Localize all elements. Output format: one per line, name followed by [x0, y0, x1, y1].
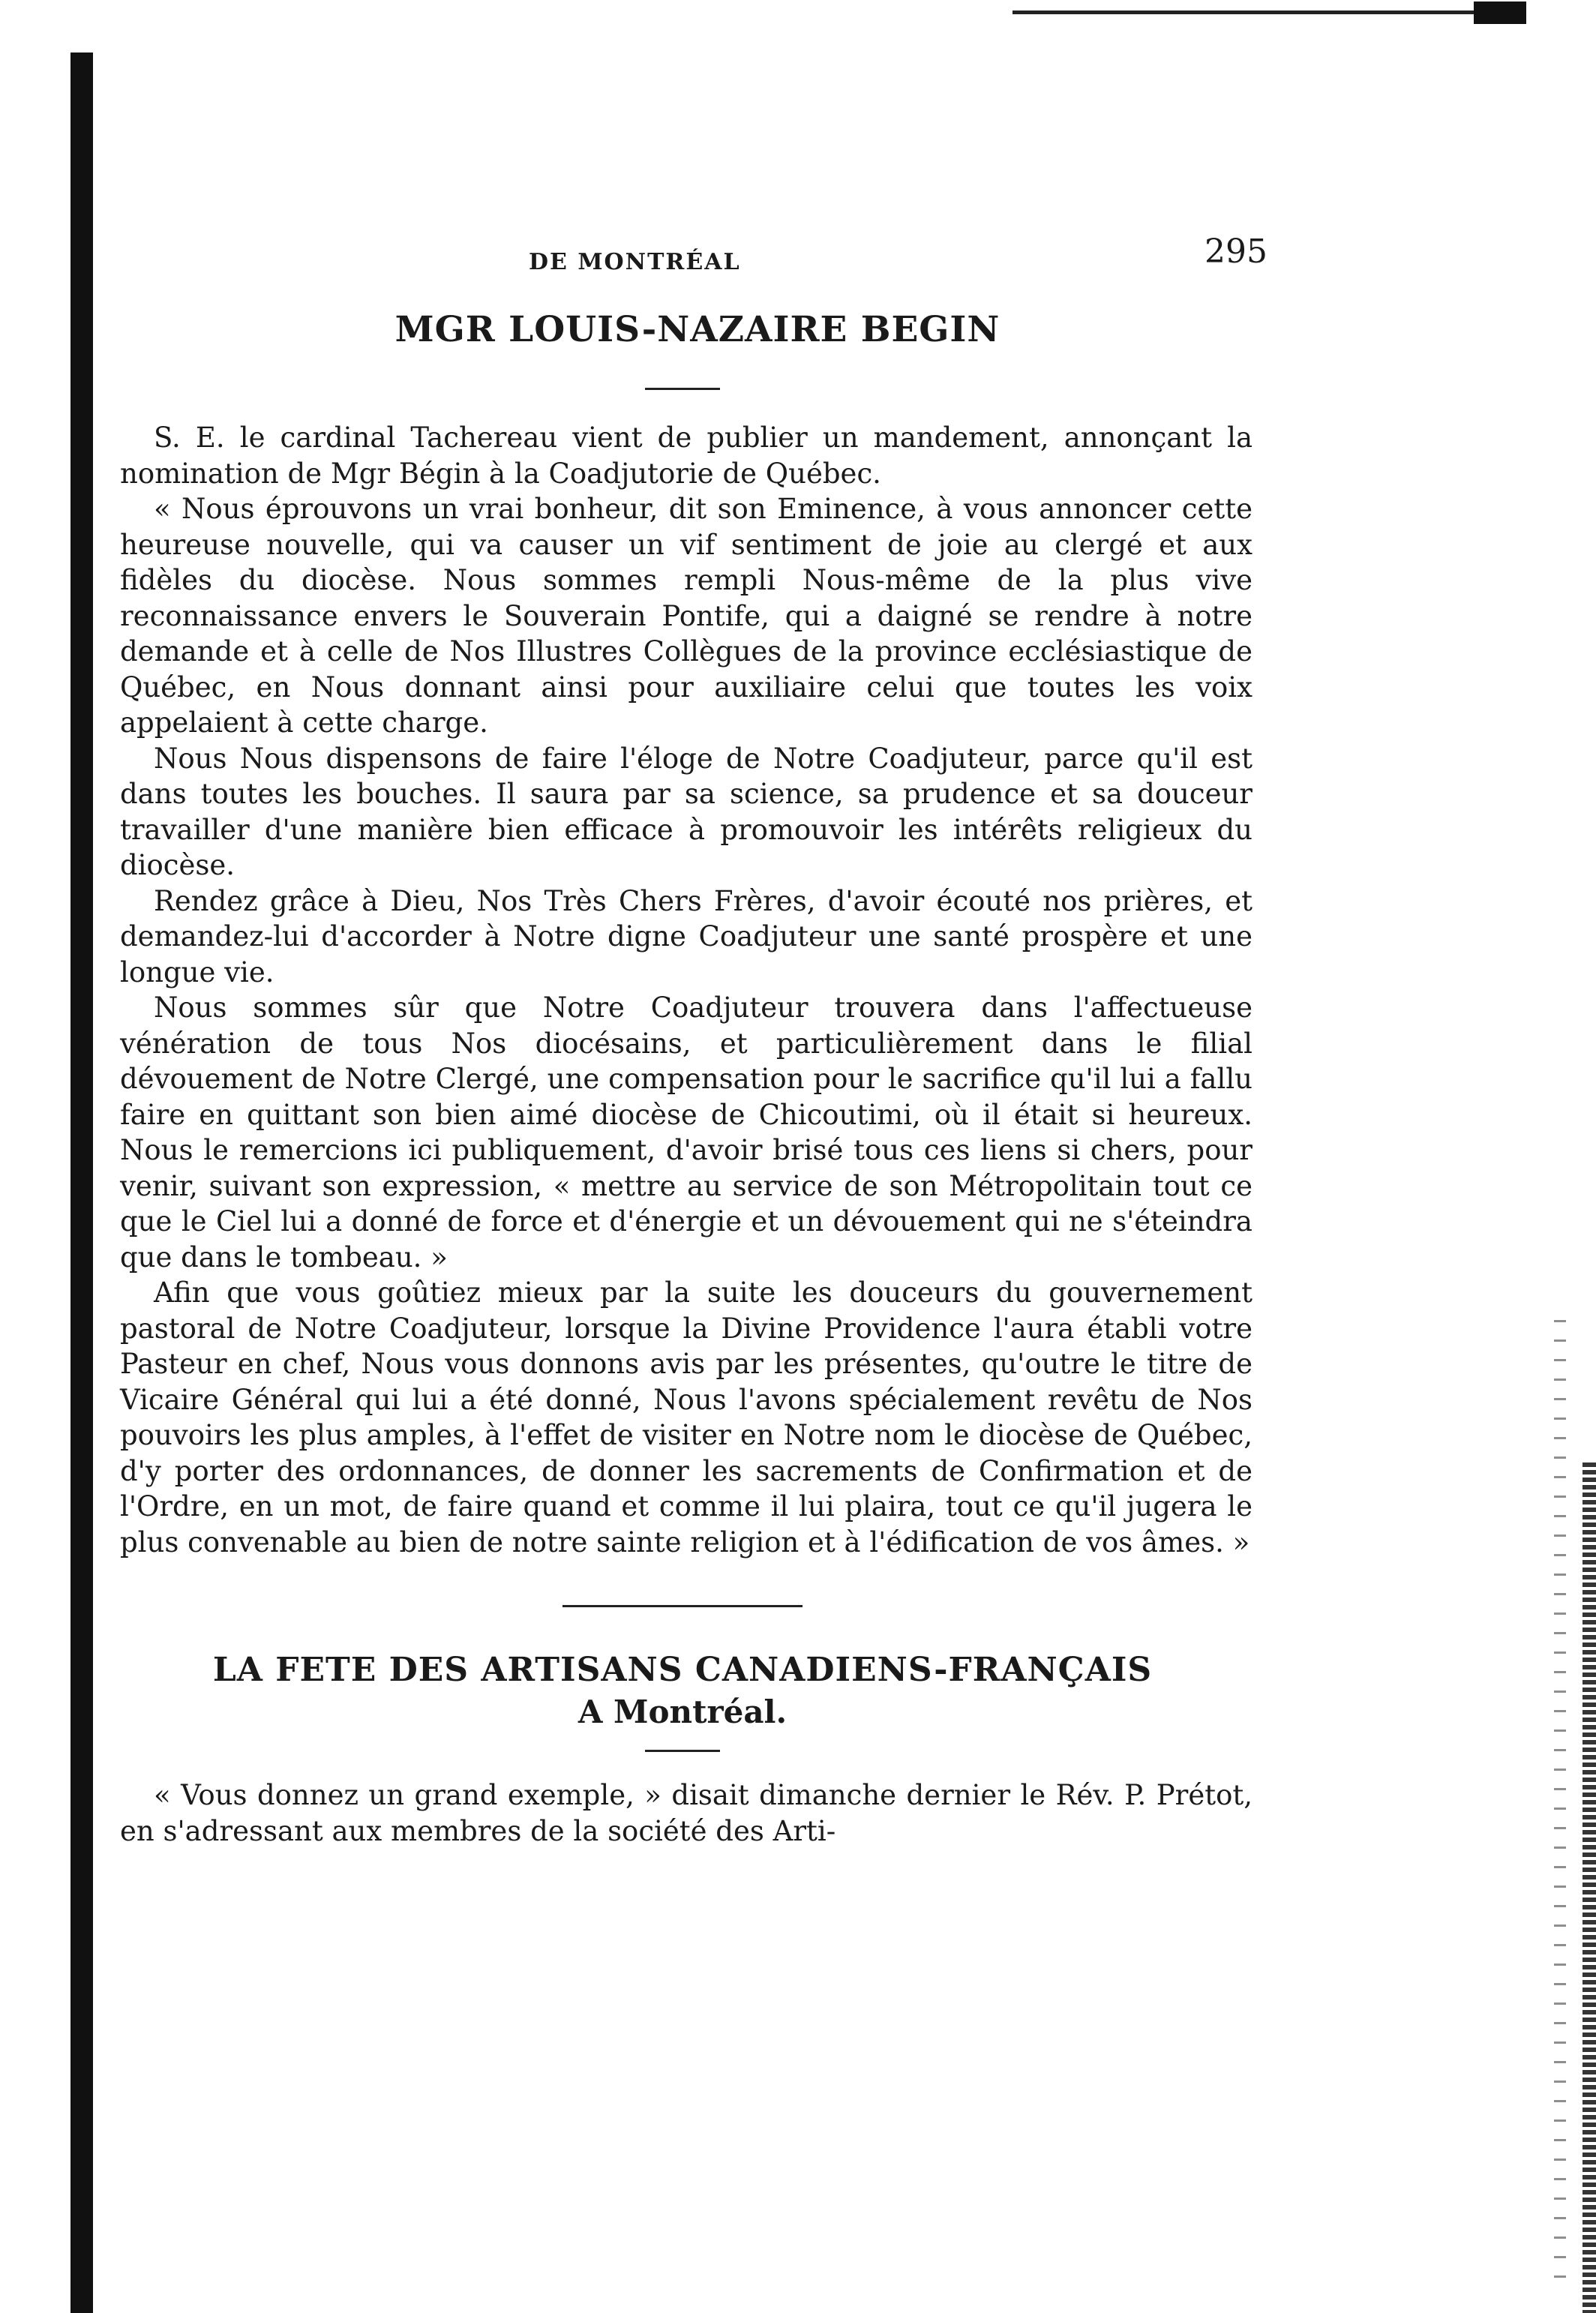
article-fete-artisans	[112, 1651, 1252, 1849]
scan-right-edge	[1582, 1462, 1596, 2313]
paragraph: « Nous éprouvons un vrai bonheur, dit son Eminence, à vous annoncer cette heureuse nouvelle, qui va causer un vif sentiment de joie au clergé et aux fidèles du diocèse. Nous sommes rempli Nous-même de la plus vive reconnaissance envers le Souverain Pontife, qui a daigné se rendre à notre demande et à celle de Nos Illustres Collègues de la province ecclésiastique de Québec, en Nous donnant ainsi pour auxiliaire celui que toutes les voix appelaient à cette charge.	[120, 493, 1252, 739]
scan-specks	[1554, 1320, 1566, 2295]
paragraph: Afin que vous goûtiez mieux par la suite les douceurs du gouvernement pastoral de Notre Coadjuteur, lorsque la Divine Providence l'aura établi votre Pasteur en chef, Nous vous donnons avis par les présentes, qu'outre le titre de Vicaire Général qui lui a été donné, Nous l'avons spécialement revêtu de Nos pouvoirs les plus amples, à l'effet de visiter en Notre nom le diocèse de Québec, d'y porter des ordonnances, de donner les sacrements de Confirmation et de l'Ordre, en un mot, de faire quand et comme il lui plaira, tout ce qu'il jugera le plus convenable au bien de notre sainte religion et à l'édification de vos âmes. »	[120, 1276, 1252, 1558]
paragraph: Nous Nous dispensons de faire l'éloge de Notre Coadjuteur, parce qu'il est dans toutes les bouches. Il saura par sa science, sa prudence et sa douceur travailler d'une manière bien efficace à promouvoir les intérêts religieux du diocèse.	[120, 742, 1252, 881]
paragraph: Rendez grâce à Dieu, Nos Très Chers Frères, d'avoir écouté nos prières, et demandez-lui d'accorder à Notre digne Coadjuteur une santé prospère et une longue vie.	[120, 884, 1252, 988]
scan-artifact	[1474, 2, 1526, 24]
section-divider	[562, 1605, 802, 1607]
book-page	[112, 218, 1268, 1849]
paragraph: S. E. le cardinal Tachereau vient de publier un mandement, annonçant la nomination de Mgr Bégin à la Coadjutorie de Québec.	[120, 422, 1252, 490]
article-heading: MGR LOUIS-NAZAIRE BEGIN	[394, 309, 1000, 350]
article-begin	[112, 309, 1252, 1560]
page-number: 295	[1204, 232, 1268, 271]
running-title: DE MONTRÉAL	[529, 249, 741, 275]
article-subheading: A Montréal.	[578, 1694, 788, 1730]
running-head	[112, 218, 1268, 300]
divider	[645, 388, 720, 390]
article-heading: LA FETE DES ARTISANS CANADIENS-FRANÇAIS	[212, 1651, 1153, 1689]
paragraph: « Vous donnez un grand exemple, » disait dimanche dernier le Rév. P. Prétot, en s'adressant aux membres de la société des Arti-	[120, 1779, 1252, 1847]
divider	[645, 1750, 720, 1752]
scan-top-rule	[1012, 10, 1500, 14]
paragraph: Nous sommes sûr que Notre Coadjuteur trouvera dans l'affectueuse vénération de tous Nos diocésains, et particulièrement dans le filial dévouement de Notre Clergé, une compensation pour le sacrifice qu'il lui a fallu faire en quittant son bien aimé diocèse de Chicoutimi, où il était si heureux. Nous le remercions ici publiquement, d'avoir brisé tous ces liens si chers, pour venir, suivant son expression, « mettre au service de son Métropolitain tout ce que le Ciel lui a donné de force et d'énergie et un dévouement qui ne s'éteindra que dans le tombeau. »	[120, 992, 1252, 1274]
binding-edge	[70, 52, 93, 2313]
